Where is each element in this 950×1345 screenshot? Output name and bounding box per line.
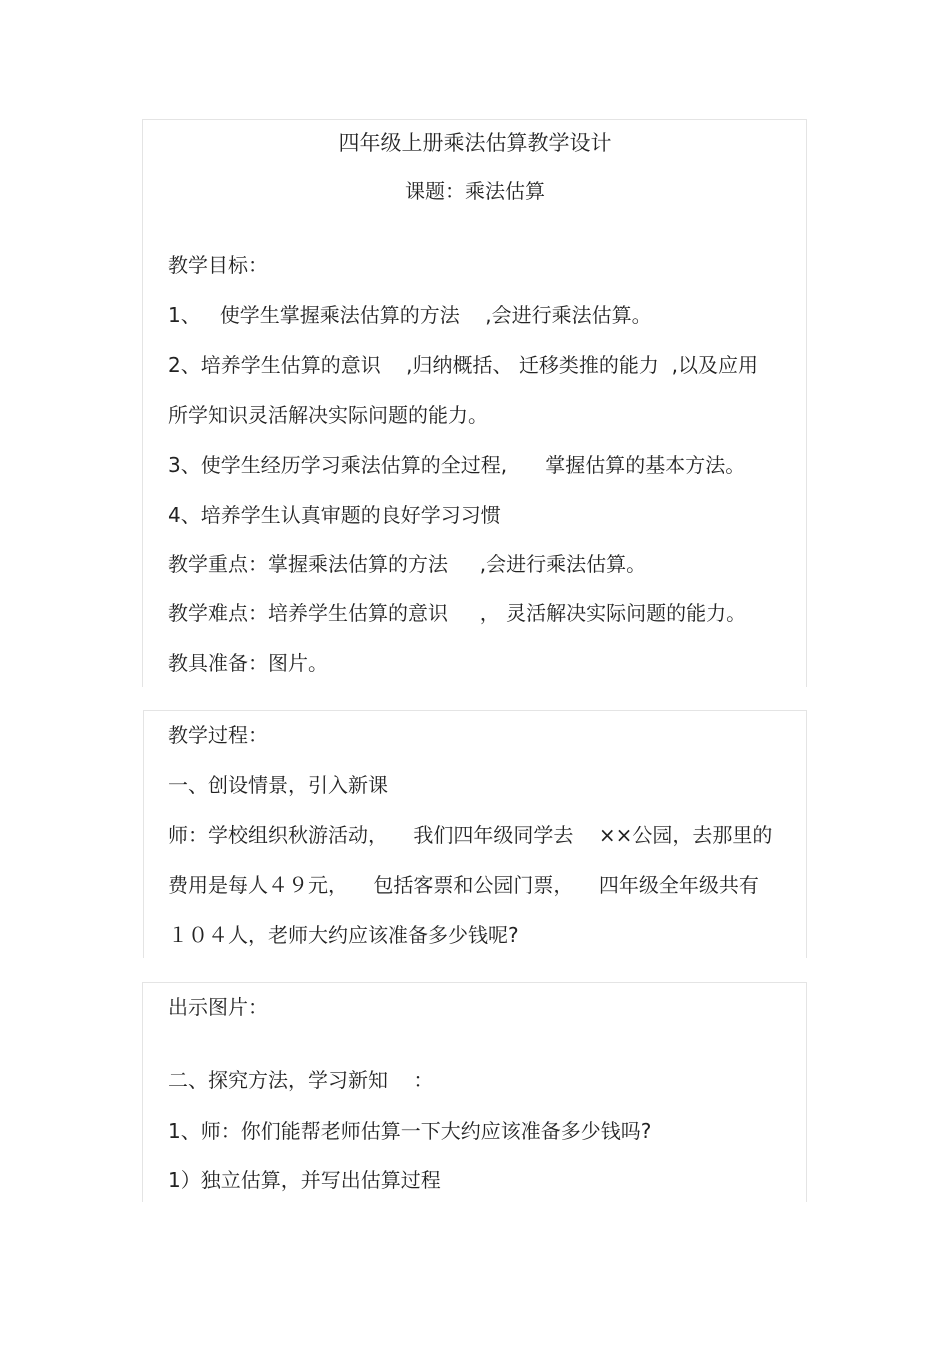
line-objective-3: 3、使学生经历学习乘法估算的全过程, 掌握估算的基本方法。 <box>168 453 746 477</box>
line-objective-2b: 所学知识灵活解决实际问题的能力。 <box>168 403 488 427</box>
line-materials: 教具准备：图片。 <box>168 651 328 675</box>
document-title: 四年级上册乘法估算教学设计 <box>338 131 612 155</box>
line-teacher-2: 费用是每人４９元， 包括客票和公园门票， 四年级全年级共有 <box>168 873 759 897</box>
line-objectives-heading: 教学目标： <box>168 253 268 277</box>
document-subtitle: 课题：乘法估算 <box>405 179 545 203</box>
line-section-one: 一、创设情景，引入新课 <box>168 773 388 797</box>
line-process-heading: 教学过程： <box>168 723 268 747</box>
line-question-1: 1、师：你们能帮老师估算一下大约应该准备多少钱吗? <box>168 1119 652 1143</box>
line-section-two: 二、探究方法，学习新知 ： <box>168 1068 434 1092</box>
line-objective-2a: 2、培养学生估算的意识 ,归纳概括、 迁移类推的能力 ,以及应用 <box>168 353 758 377</box>
line-step-1: 1）独立估算，并写出估算过程 <box>168 1168 441 1192</box>
line-difficulty: 教学难点：培养学生估算的意识 ， 灵活解决实际问题的能力。 <box>168 601 747 625</box>
line-objective-4: 4、培养学生认真审题的良好学习习惯 <box>168 503 501 527</box>
line-objective-1: 1、 使学生掌握乘法估算的方法 ,会进行乘法估算。 <box>168 303 652 327</box>
line-key-point: 教学重点：掌握乘法估算的方法 ,会进行乘法估算。 <box>168 552 647 576</box>
line-teacher-1: 师：学校组织秋游活动， 我们四年级同学去 ××公园，去那里的 <box>168 823 773 847</box>
line-teacher-3: １０４人，老师大约应该准备多少钱呢? <box>168 923 519 947</box>
line-show-picture: 出示图片： <box>168 995 268 1019</box>
